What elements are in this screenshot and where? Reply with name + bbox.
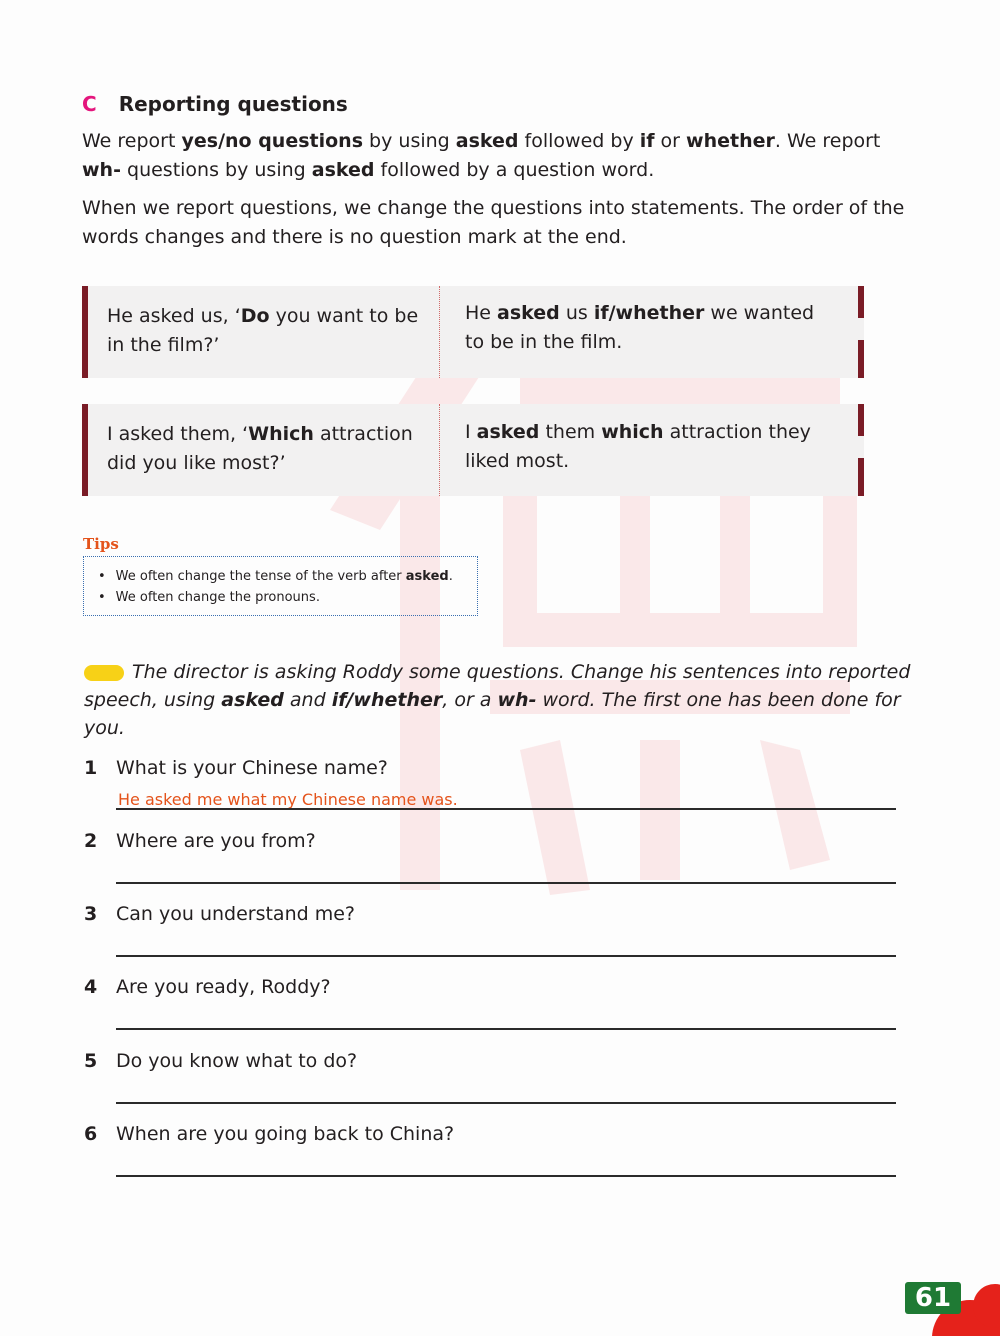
intro-paragraph-1 — [82, 127, 922, 185]
example-bar-right-bottom — [858, 458, 864, 496]
example-divider — [439, 404, 440, 496]
text-run: questions by using — [120, 159, 312, 181]
question-item — [84, 830, 316, 852]
question-item — [84, 1050, 357, 1072]
bold-term: wh- — [82, 159, 121, 181]
section-heading — [82, 92, 348, 116]
bold-term: asked — [221, 689, 284, 711]
example-bar-left — [82, 404, 88, 496]
text-run: and — [283, 689, 332, 711]
question-number: 5 — [84, 1050, 98, 1072]
text-run: us — [559, 302, 594, 324]
text-run: I asked them, ‘ — [107, 423, 249, 445]
text-run: attraction they liked most. — [465, 421, 811, 472]
exercise-marker-icon — [84, 665, 124, 681]
bold-term: Which — [248, 423, 314, 445]
bold-term: Do — [240, 305, 270, 327]
text-run: We report — [82, 130, 182, 152]
bold-term: yes/no questions — [181, 130, 364, 152]
reported-question — [465, 299, 835, 357]
text-run: He — [465, 302, 498, 324]
text-run: or — [654, 130, 687, 152]
tip-item — [98, 587, 477, 608]
tips-label: Tips — [83, 535, 119, 553]
text-run: word. The first one has been done for you. — [84, 689, 901, 739]
question-number: 2 — [84, 830, 98, 852]
page-number: 61 — [905, 1282, 961, 1314]
bold-term: asked — [405, 569, 449, 584]
question-text: Are you ready, Roddy? — [116, 976, 331, 998]
bold-term: whether — [686, 130, 775, 152]
tips-box — [83, 556, 478, 616]
bold-term: which — [601, 421, 664, 443]
text-run: . We report — [774, 130, 881, 152]
question-text: Can you understand me? — [116, 903, 356, 925]
question-item — [84, 1123, 454, 1145]
question-text: When are you going back to China? — [116, 1123, 455, 1145]
answer-text: He asked me what my Chinese name was. — [118, 790, 458, 809]
question-number: 3 — [84, 903, 98, 925]
example-row — [82, 286, 864, 378]
bold-term: asked — [497, 302, 560, 324]
question-number: 4 — [84, 976, 98, 998]
question-item — [84, 903, 355, 925]
text-run: . — [448, 569, 453, 584]
question-item — [84, 976, 331, 998]
text-run: , or a — [442, 689, 498, 711]
question-text: What is your Chinese name? — [116, 757, 388, 779]
text-run: followed by a question word. — [374, 159, 655, 181]
question-number: 6 — [84, 1123, 98, 1145]
text-run: followed by — [518, 130, 640, 152]
example-bar-right-bottom — [858, 340, 864, 378]
question-number: 1 — [84, 757, 98, 779]
question-text: Where are you from? — [116, 830, 316, 852]
text-run: He asked us, ‘ — [107, 305, 241, 327]
direct-question — [107, 420, 427, 478]
question-item — [84, 757, 388, 779]
answer-line[interactable] — [116, 1175, 896, 1177]
intro-paragraph-2: When we report questions, we change the questions into statements. The order of the words changes and there is no question mark at the end. — [82, 197, 905, 248]
example-row — [82, 404, 864, 496]
answer-line[interactable] — [116, 1102, 896, 1104]
bold-term: if/whether — [331, 689, 443, 711]
bold-term: if/whether — [593, 302, 705, 324]
bold-term: asked — [455, 130, 519, 152]
text-run: by using — [363, 130, 456, 152]
bold-term: wh- — [497, 689, 537, 711]
tip-item — [98, 566, 477, 587]
instruction-text — [84, 661, 910, 739]
text-run: We often change the pronouns. — [115, 590, 320, 605]
bold-term: asked — [311, 159, 375, 181]
exercise-instruction — [84, 658, 934, 742]
text-run: I — [465, 421, 477, 443]
bold-term: if — [639, 130, 655, 152]
text-run: We often change the tense of the verb after — [115, 569, 406, 584]
text-run: The director is asking Roddy some questions. Change his sentences into reported speech, using — [84, 661, 911, 711]
example-bar-left — [82, 286, 88, 378]
answer-line[interactable] — [116, 1028, 896, 1030]
section-letter: C — [82, 92, 97, 116]
text-run: attraction did you like most?’ — [107, 423, 413, 474]
answer-line[interactable] — [116, 882, 896, 884]
example-divider — [439, 286, 440, 378]
reported-question — [465, 418, 835, 476]
example-bar-right-top — [858, 404, 864, 436]
answer-line[interactable] — [116, 808, 896, 810]
text-run: them — [539, 421, 602, 443]
text-run: you want to be in the film?’ — [107, 305, 419, 356]
text-run: we wanted to be in the film. — [465, 302, 815, 353]
direct-question — [107, 302, 427, 360]
section-title: Reporting questions — [118, 92, 348, 116]
example-bar-right-top — [858, 286, 864, 318]
bold-term: asked — [476, 421, 540, 443]
question-text: Do you know what to do? — [116, 1050, 358, 1072]
answer-line[interactable] — [116, 955, 896, 957]
